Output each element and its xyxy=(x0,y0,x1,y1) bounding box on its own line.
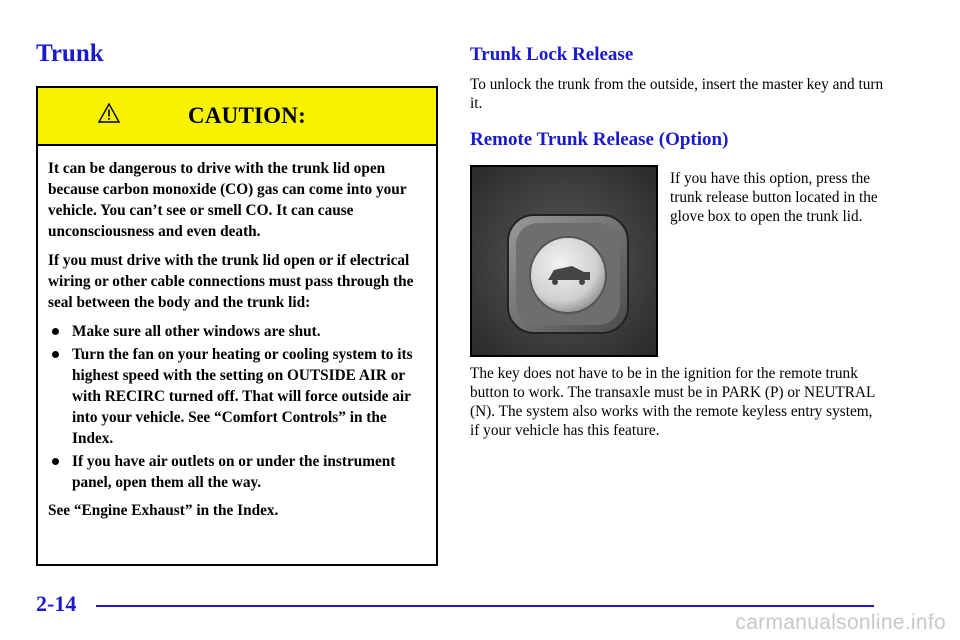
trunk-release-button-icon xyxy=(472,167,656,355)
remote-trunk-release-heading: Remote Trunk Release (Option) xyxy=(470,129,729,150)
remote-trunk-release-text: If you have this option, press the trunk release button located in the glove box to open the trunk lid. xyxy=(670,170,878,225)
bullet-item: Turn the fan on your heating or cooling system to its highest speed with the setting on OUTSIDE AIR or with RECIRC turned off. That will force outside air into your vehicle. See “Comfort Controls” in the Index. xyxy=(48,344,426,449)
caution-paragraph: If you must drive with the trunk lid open or if electrical wiring or other cable connections must pass through the seal between the body and the trunk lid: xyxy=(48,252,414,311)
trunk-lock-release-text: To unlock the trunk from the outside, insert the master key and turn it. xyxy=(470,76,884,112)
page-title: Trunk xyxy=(36,40,104,67)
bullet-icon xyxy=(52,351,59,358)
watermark: carmanualsonline.info xyxy=(735,611,946,634)
trunk-lock-release-heading: Trunk Lock Release xyxy=(470,44,634,65)
caution-reference: See “Engine Exhaust” in the Index. xyxy=(48,502,279,519)
warning-triangle-icon xyxy=(98,103,120,123)
bullet-icon xyxy=(52,328,59,335)
caution-box xyxy=(36,86,438,566)
caution-paragraph: It can be dangerous to drive with the trunk lid open because carbon monoxide (CO) gas can come into your vehicle. You can’t see or smell CO. It can cause unconsciousness and even death. xyxy=(48,160,407,240)
bullet-item: Make sure all other windows are shut. xyxy=(48,321,426,342)
key-info-text: The key does not have to be in the ignition for the remote trunk button to work. The transaxle must be in PARK (P) or NEUTRAL (N). The system also works with the remote keyless entry system, if your vehicle has this feature. xyxy=(470,365,875,439)
caution-label: CAUTION: xyxy=(188,103,306,128)
page-number: 2-14 xyxy=(36,591,77,616)
bullet-item: If you have air outlets on or under the instrument panel, open them all the way. xyxy=(48,451,426,493)
footer-rule xyxy=(96,605,874,607)
caution-body xyxy=(38,146,436,521)
caution-bullet-list xyxy=(48,321,426,493)
caution-header xyxy=(38,88,436,146)
bullet-icon xyxy=(52,458,59,465)
trunk-release-button-photo xyxy=(470,165,658,357)
